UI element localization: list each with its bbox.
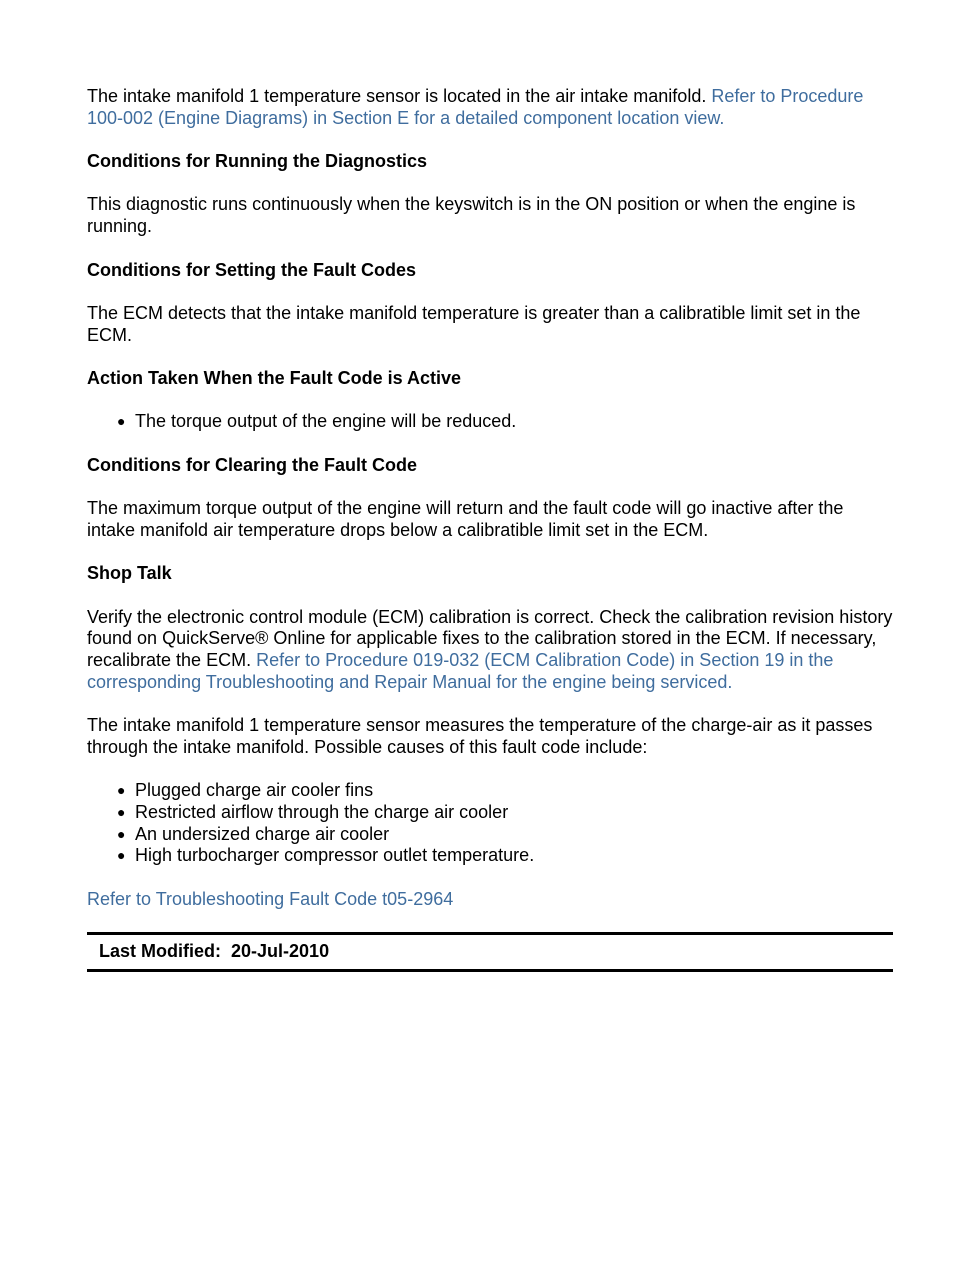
shop-talk-text: Verify the electronic control module (ECM) calibration is correct. Check the calibration revision history found on QuickServe® Online for applicable fixes to the calibration stored in the ECM. If necessary, recalibrate the ECM. (87, 606, 893, 671)
document-page (87, 86, 893, 972)
bullet-icon: ● (117, 413, 126, 430)
list-item: ● The torque output of the engine will be reduced. (117, 411, 517, 432)
list-item: ● Plugged charge air cooler fins (117, 780, 374, 801)
shop-talk-body (87, 607, 893, 694)
setting-body: The ECM detects that the intake manifold temperature is greater than a calibratible limit set in the ECM. (87, 302, 861, 345)
causes-list (87, 780, 893, 867)
refer-paragraph (87, 889, 893, 911)
intro-text: The intake manifold 1 temperature sensor is located in the air intake manifold. (87, 86, 707, 106)
bullet-icon: ● (117, 782, 126, 799)
list-item: ● High turbocharger compressor outlet temperature. (117, 845, 535, 866)
last-modified-label: Last Modified: (99, 941, 221, 962)
setting-heading: Conditions for Setting the Fault Codes (87, 259, 416, 280)
shop-talk-heading: Shop Talk (87, 563, 172, 584)
list-item: ● Restricted airflow through the charge air cooler (117, 802, 509, 823)
last-modified-date: 20-Jul-2010 (231, 941, 330, 962)
bullet-icon: ● (117, 804, 126, 821)
shop-talk-body-2: The intake manifold 1 temperature sensor measures the temperature of the charge-air as it passes through the intake manifold. Possible causes of this fault code include: (87, 715, 873, 757)
action-list (87, 411, 893, 433)
action-heading: Action Taken When the Fault Code is Active (87, 368, 462, 389)
ecm-calibration-link[interactable]: Refer to Procedure 019-032 (ECM Calibration Code) in Section 19 in the corresponding Troubleshooting and Repair Manual for the engine being serviced. (87, 650, 834, 692)
last-modified-bar (87, 932, 893, 972)
bullet-icon: ● (117, 847, 126, 864)
list-item: ● An undersized charge air cooler (117, 823, 390, 844)
engine-diagrams-link[interactable]: Refer to Procedure 100-002 (Engine Diagrams) in Section E for a detailed component location view. (87, 86, 864, 128)
clearing-heading: Conditions for Clearing the Fault Code (87, 454, 417, 475)
fault-code-link[interactable]: Refer to Troubleshooting Fault Code t05-2964 (87, 888, 454, 909)
running-heading: Conditions for Running the Diagnostics (87, 151, 427, 172)
running-body: This diagnostic runs continuously when the keyswitch is in the ON position or when the engine is running. (87, 194, 856, 237)
clearing-body: The maximum torque output of the engine will return and the fault code will go inactive after the intake manifold air temperature drops below a calibratible limit set in the ECM. (87, 498, 844, 540)
bullet-icon: ● (117, 825, 126, 842)
intro-paragraph (87, 86, 893, 129)
